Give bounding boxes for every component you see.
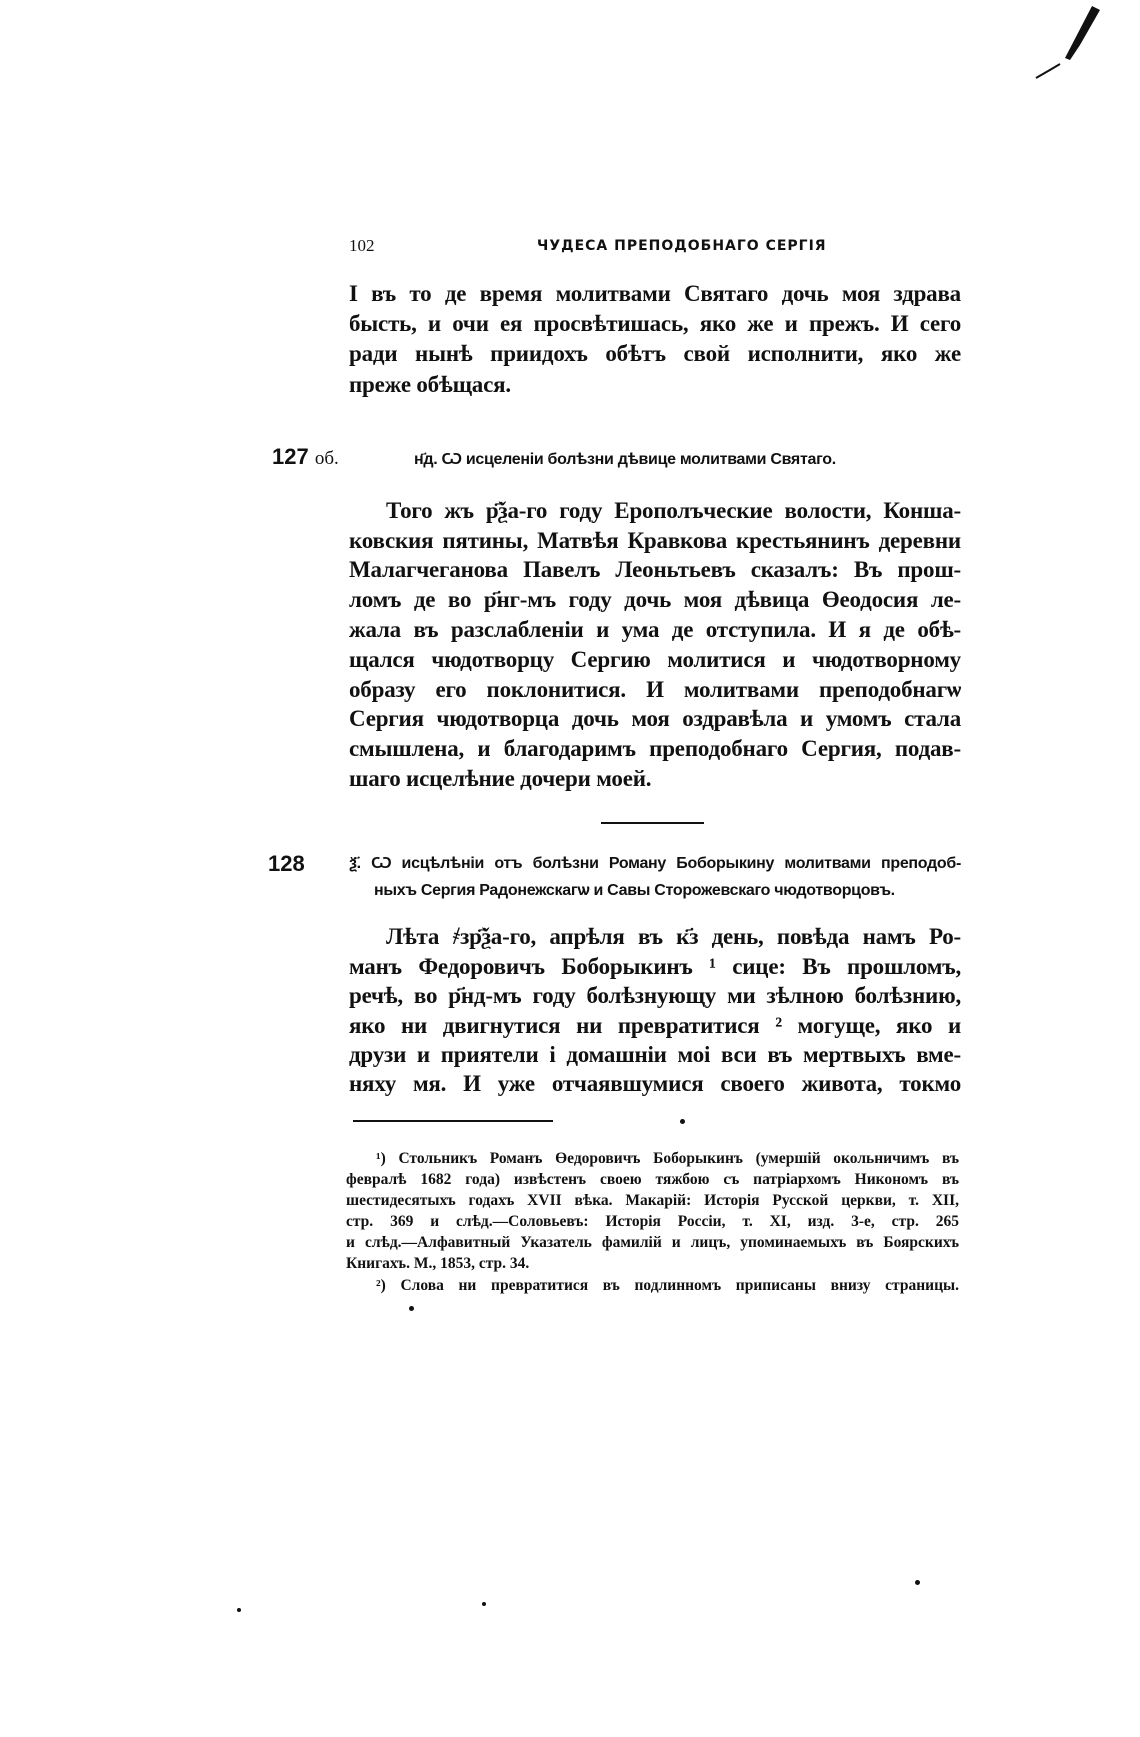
footnote-line: и слѣд.—Алфавитный Указатель фамилій и лицъ, упоминаемыхъ въ Боярскихъ: [346, 1234, 959, 1251]
text-line: I въ то де время молитвами Святаго дочь моя здрава: [349, 281, 961, 306]
footnote-line: шестидесятыхъ годахъ XVII вѣка. Макарій: Исторія Русской церкви, т. XII,: [346, 1192, 959, 1209]
footnote-line: стр. 369 и слѣд.—Соловьевъ: Исторія Россіи, т. XI, изд. 3-е, стр. 265: [346, 1213, 959, 1230]
margin-number: 127: [272, 444, 309, 469]
text-line: няху мя. И уже отчаявшумися своего живота, токмо: [349, 1071, 961, 1096]
section-heading-127: н҃д. Ѡ исцеленіи болѣзни дѣвице молитвами Святаго.: [414, 451, 836, 468]
pen-mark: [1030, 0, 1110, 90]
footnote-line: Книгахъ. М., 1853, стр. 34.: [346, 1255, 530, 1272]
text-line: Сергия чюдотворца дочь моя оздравѣла и умомъ стала: [349, 706, 961, 731]
text-line: яко ни двигнутися ни превратитися ² могуще, яко и: [349, 1013, 961, 1038]
running-title: ЧУДЕСА ПРЕПОДОБНАГО СЕРГІЯ: [537, 238, 827, 254]
text-line: шаго исцелѣние дочери моей.: [349, 766, 652, 791]
text-line: Лѣта ҂зр҃ѯа-го, апрѣля въ к҃з день, повѣда намъ Ро-: [386, 924, 961, 949]
text-line: жала въ разслабленiи и ума де отступила. И я де обѣ-: [349, 617, 961, 642]
text-line: ковския пятины, Матвѣя Кравкова крестьянинъ деревни: [349, 528, 961, 553]
footnote-line: ²) Слова ни превратитися въ подлинномъ приписаны внизу страницы.: [376, 1277, 959, 1294]
text-line: ломъ де во р҃нг-мъ году дочь моя дѣвица Өеодосия ле-: [349, 587, 961, 612]
section-divider: [601, 822, 704, 824]
text-line: речѣ, во р҃нд-мъ году болѣзнующу ми зѣлною болѣзнию,: [349, 983, 961, 1008]
section-heading-128-cont: ныхъ Сергия Радонежскагѡ и Савы Сторожевскаго чюдотворцовъ.: [374, 882, 895, 899]
text-line: образу его поклонитися. И молитвами преподобнагѡ: [349, 677, 961, 702]
text-line: манъ Федоровичъ Боборыкинъ ¹ сице: Въ прошломъ,: [349, 954, 961, 979]
text-line: Того жъ р҃ѯа-го году Ерополъческие волости, Конша-: [386, 498, 961, 523]
speck: [680, 1119, 685, 1124]
page-number: 102: [349, 236, 375, 255]
text-line: бысть, и очи ея просвѣтишась, яко же и прежъ. И сего: [349, 311, 961, 336]
margin-number-127: [272, 444, 339, 470]
footnote-line: ¹) Стольникъ Романъ Өедоровичъ Боборыкинъ (умершій окольничимъ въ: [376, 1150, 959, 1167]
margin-number-128: 128: [268, 851, 305, 876]
text-line: друзи и приятели i домашнiи моi вси въ мертвыхъ вме-: [349, 1042, 961, 1067]
speck: [915, 1580, 920, 1585]
margin-suffix: об.: [314, 448, 339, 469]
footnote-line: февралѣ 1682 года) извѣстенъ своею тяжбою съ патріархомъ Никономъ въ: [346, 1171, 959, 1188]
speck: [237, 1608, 241, 1612]
section-heading-128: ѯ҃. Ѡ исцѣлѣнiи отъ болѣзни Роману Боборыкину молитвами преподоб-: [349, 855, 961, 872]
text-line: Малагчеганова Павелъ Леоньтьевъ сказалъ: Въ прош-: [349, 557, 961, 582]
text-line: ради нынѣ приидохъ обѣтъ свой исполнити, яко же: [349, 341, 961, 366]
footnote-rule: [353, 1120, 553, 1122]
text-line: смышлена, и благодаримъ преподобнаго Сергия, подав-: [349, 736, 961, 761]
speck: [409, 1306, 414, 1311]
text-line: щался чюдотворцу Сергию молитися и чюдотворному: [349, 647, 961, 672]
text-line: преже обѣщася.: [349, 372, 511, 397]
speck: [482, 1602, 486, 1606]
